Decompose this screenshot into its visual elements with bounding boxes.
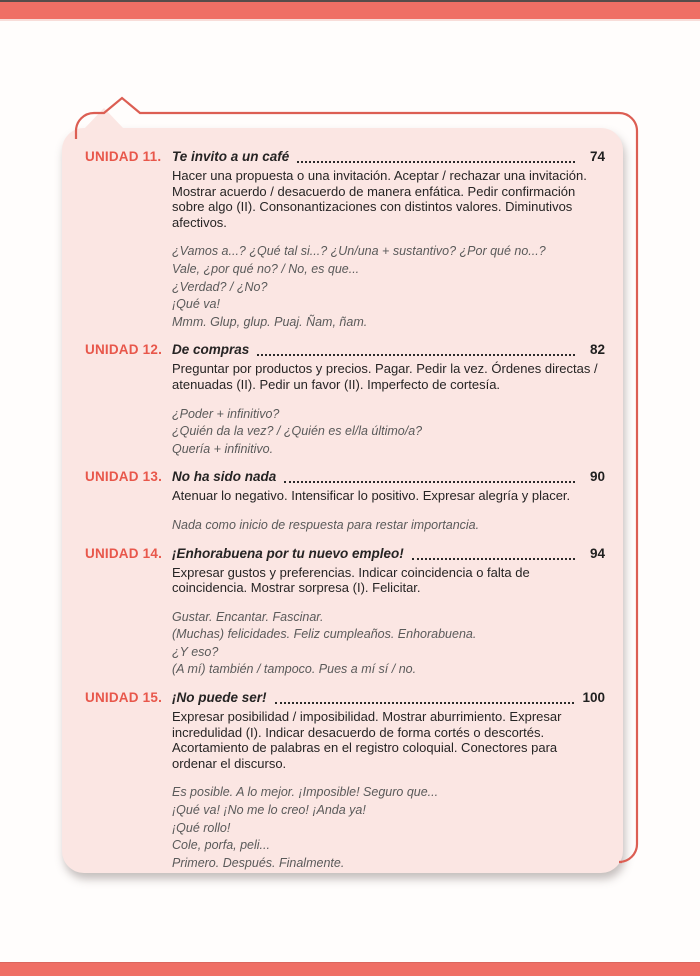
unit-examples [172,517,605,535]
panel-tail-pointer [84,108,124,129]
example-line: ¿Vamos a...? ¿Qué tal si...? ¿Un/una + sustantivo? ¿Por qué no...? [172,244,546,259]
unit-label: UNIDAD 11. [85,149,162,164]
toc-entry [85,148,605,166]
unit-description: Preguntar por productos y precios. Pagar. Pedir la vez. Órdenes directas / atenuadas (II). Pedir un favor (II). Imperfecto de cortesía. [172,361,598,392]
unit-description: Atenuar lo negativo. Intensificar lo positivo. Expresar alegría y placer. [172,488,571,504]
toc-unit-15 [85,689,605,872]
unit-title: De compras [172,342,250,358]
example-line: ¿Y eso? [172,644,219,659]
example-line: Primero. Después. Finalmente. [172,855,345,870]
unit-title: No ha sido nada [172,469,277,485]
example-line: ¿Verdad? / ¿No? [172,279,268,294]
example-line: Nada como inicio de respuesta para restar importancia. [172,517,480,532]
unit-title: Te invito a un café [172,149,290,164]
dot-leader [284,481,575,483]
unit-title: ¡Enhorabuena por tu nuevo empleo! [172,545,404,561]
unit-label: UNIDAD 13. [85,469,163,485]
example-line: ¡Qué va! ¡No me lo creo! ¡Anda ya! [172,803,366,818]
unit-examples [172,243,605,331]
example-line: ¡Qué va! [172,297,220,312]
toc-entry [85,468,605,486]
unit-examples [172,406,605,459]
example-line: Es posible. A lo mejor. ¡Imposible! Seguro que... [172,785,439,800]
page-number: 94 [589,545,605,561]
dot-leader [297,161,575,163]
example-line: ¡Qué rollo! [172,820,231,835]
toc-unit-11 [85,148,605,331]
unit-label: UNIDAD 12. [85,342,163,358]
dot-leader [412,558,575,560]
example-line: Quería + infinitivo. [172,441,274,456]
unit-description: Hacer una propuesta o una invitación. Aceptar / rechazar una invitación. Mostrar acuerdo / desacuerdo de manera enfática. Pedir confirmación sobre algo (II). Consonantizaciones con distintos valores. Diminutivos afectivos. [172,168,587,230]
page-number: 74 [589,149,605,164]
example-line: Cole, porfa, peli... [172,838,270,853]
example-line: Gustar. Encantar. Fascinar. [172,609,324,624]
example-line: ¿Quién da la vez? / ¿Quién es el/la último/a? [172,424,423,439]
unit-label: UNIDAD 15. [85,690,163,706]
dot-leader [257,354,575,356]
unit-description: Expresar gustos y preferencias. Indicar coincidencia o falta de coincidencia. Mostrar sorpresa (I). Felicitar. [172,564,530,596]
unit-description: Expresar posibilidad / imposibilidad. Mostrar aburrimiento. Expresar incredulidad (I). Indicar desacuerdo de forma cortés o descortés. Acortamiento de palabras en el registro coloquial. Conectores para ordenar el discurso. [172,709,562,771]
toc-entry [85,341,605,359]
toc-content [85,148,605,872]
dot-leader [275,702,575,704]
page-number: 90 [589,469,605,485]
example-line: Mmm. Glup, glup. Puaj. Ñam, ñam. [172,314,368,329]
example-line: (Muchas) felicidades. Feliz cumpleaños. Enhorabuena. [172,627,477,642]
example-line: Vale, ¿por qué no? / No, es que... [172,261,360,276]
toc-panel [62,128,623,873]
unit-label: UNIDAD 14. [85,545,163,561]
toc-unit-13 [85,468,605,534]
unit-examples [172,609,605,679]
example-line: ¿Poder + infinitivo? [172,406,280,421]
page-number: 82 [589,342,605,358]
toc-entry [85,689,605,707]
top-accent-bar [0,2,700,21]
bottom-accent-bar [0,962,700,976]
toc-unit-12 [85,341,605,458]
page-number: 100 [582,690,605,706]
toc-unit-14 [85,545,605,680]
unit-title: ¡No puede ser! [172,690,267,706]
example-line: (A mí) también / tampoco. Pues a mí sí / no. [172,662,417,677]
toc-entry [85,545,605,563]
unit-examples [172,784,605,872]
